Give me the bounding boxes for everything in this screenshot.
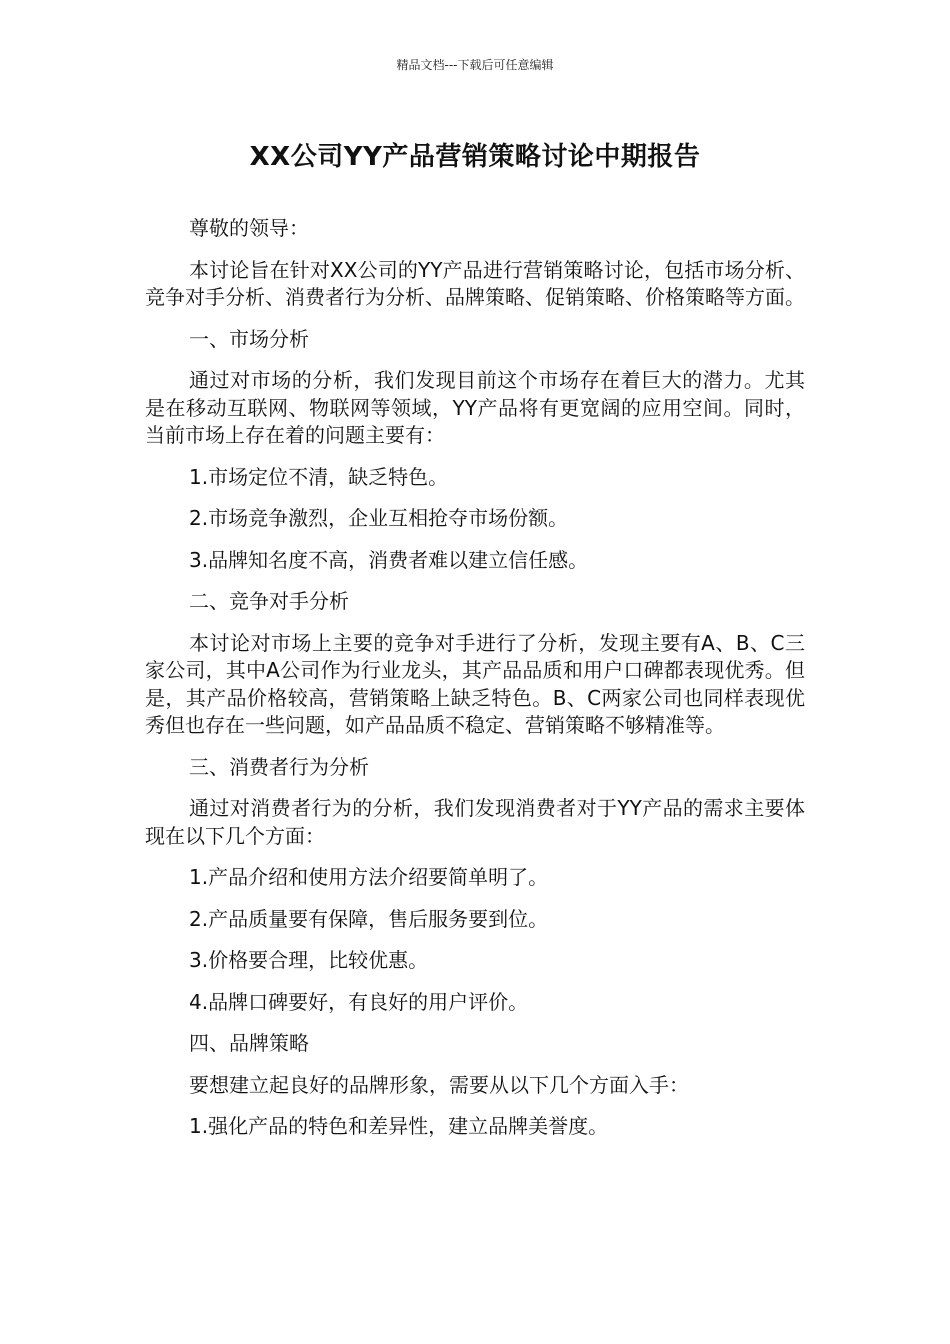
section-heading-brand: 四、品牌策略	[189, 1031, 309, 1055]
list-item: 1.强化产品的特色和差异性，建立品牌美誉度。	[189, 1114, 609, 1138]
header-note: 精品文档---下载后可任意编辑	[396, 58, 554, 72]
section-heading-competitors: 二、竞争对手分析	[189, 589, 349, 613]
market-paragraph: 通过对市场的分析，我们发现目前这个市场存在着巨大的潜力。尤其是在移动互联网、物联网等领域，YY产品将有更宽阔的应用空间。同时，当前市场上存在着的问题主要有：	[145, 368, 805, 447]
consumer-paragraph: 通过对消费者行为的分析，我们发现消费者对于YY产品的需求主要体现在以下几个方面：	[145, 796, 805, 848]
list-item: 3.价格要合理，比较优惠。	[189, 948, 429, 972]
list-item: 1.产品介绍和使用方法介绍要简单明了。	[189, 865, 549, 889]
document-body	[145, 215, 805, 1155]
document-title: XX公司YY产品营销策略讨论中期报告	[249, 142, 701, 172]
section-heading-consumer: 三、消费者行为分析	[189, 754, 369, 779]
salutation: 尊敬的领导：	[189, 216, 309, 240]
list-item: 1.市场定位不清，缺乏特色。	[189, 464, 449, 489]
competitors-paragraph: 本讨论对市场上主要的竞争对手进行了分析，发现主要有A、B、C三家公司，其中A公司作为行业龙头，其产品品质和用户口碑都表现优秀。但是，其产品价格较高，营销策略上缺乏特色。B、C两家公司也同样表现优秀但也存在一些问题，如产品品质不稳定、营销策略不够精准等。	[145, 630, 805, 737]
list-item: 2.产品质量要有保障，售后服务要到位。	[189, 906, 549, 931]
intro-paragraph: 本讨论旨在针对XX公司的YY产品进行营销策略讨论，包括市场分析、竞争对手分析、消费者行为分析、品牌策略、促销策略、价格策略等方面。	[145, 257, 805, 309]
brand-paragraph: 要想建立起良好的品牌形象，需要从以下几个方面入手：	[189, 1072, 689, 1097]
section-heading-market: 一、市场分析	[189, 326, 309, 351]
list-item: 4.品牌口碑要好，有良好的用户评价。	[189, 989, 529, 1014]
list-item: 2.市场竞争激烈，企业互相抢夺市场份额。	[189, 506, 569, 530]
list-item: 3.品牌知名度不高，消费者难以建立信任感。	[189, 547, 589, 572]
